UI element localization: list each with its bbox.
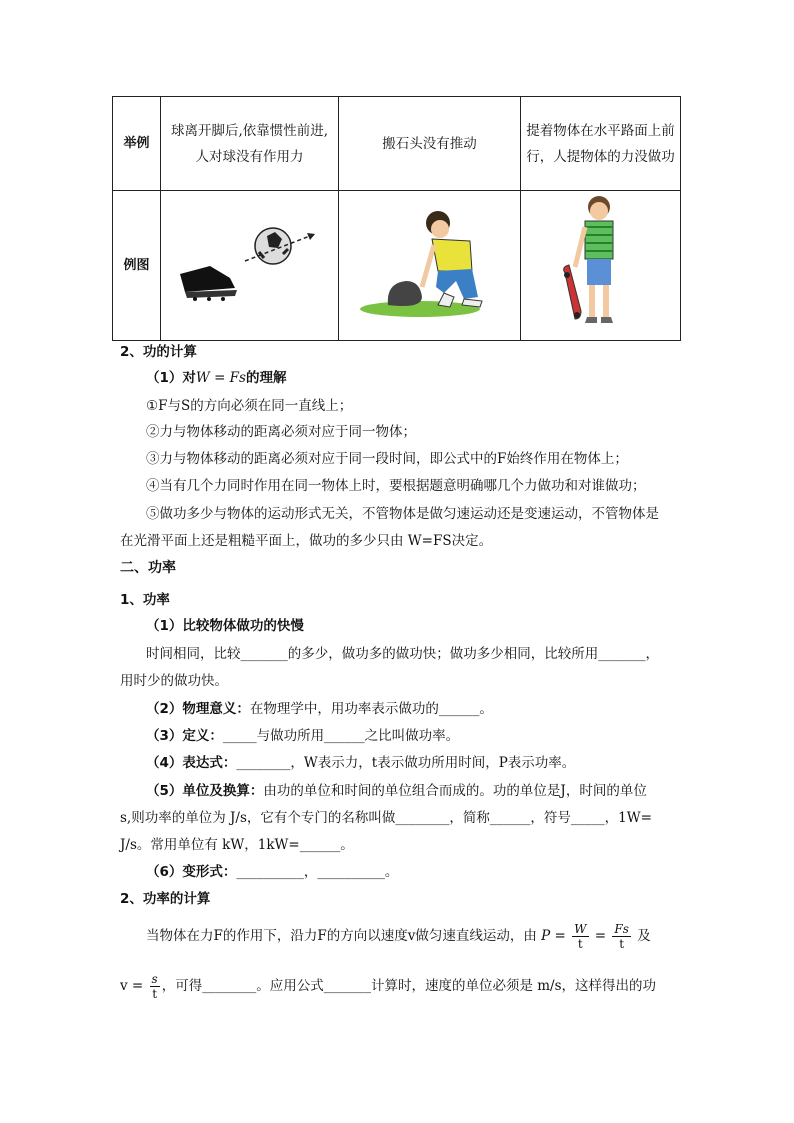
power-calc-line-1 [146, 916, 651, 956]
subheading-compare-speed: （1）比较物体做功的快慢 [146, 618, 304, 634]
row-header-example: 举例 [113, 97, 161, 191]
expression-text: ________，W表示力，t表示做功所用时间，P表示功率。 [236, 755, 576, 771]
definition [146, 724, 459, 744]
frac-denominator: t [577, 937, 583, 951]
power-calc-text: 当物体在力F的作用下，沿力F的方向以速度v做匀速直线运动，由 [146, 928, 537, 944]
physical-meaning-label: （2）物理意义： [146, 701, 250, 717]
subheading-understanding [146, 366, 286, 386]
formula-v: v = [120, 978, 144, 994]
point-1: ①F与S的方向必须在同一直线上； [146, 398, 353, 414]
and-word: 及 [637, 928, 651, 944]
section-heading-work-calc: 2、功的计算 [120, 344, 197, 360]
physical-meaning-text: 在物理学中，用功率表示做功的______。 [249, 701, 493, 717]
expression [146, 751, 575, 771]
point-5: ⑤做功多少与物体的运动形式无关，不管物体是做匀速运动还是变速运动，不管物体是 [146, 506, 659, 522]
frac-denominator: t [152, 987, 158, 1001]
units [146, 779, 647, 799]
frac-denominator: t [619, 937, 625, 951]
fraction-w-over-t [572, 922, 588, 951]
equals-sign: = [594, 928, 607, 944]
point-2: ②力与物体移动的距离必须对应于同一物体； [146, 424, 416, 440]
frac-numerator: s [151, 972, 158, 986]
point-5-continued: 在光滑平面上还是粗糙平面上，做功的多少只由 W=FS决定。 [120, 533, 493, 549]
formula-w-fs: W = Fs [195, 370, 246, 386]
units-line-2: s,则功率的单位为 J/s，它有个专门的名称叫做________，简称______，符号_____，1W= [120, 810, 652, 826]
fraction-s-over-t [150, 972, 160, 1001]
compare-line-1: 时间相同，比较_______的多少，做功多的做功快；做功多少相同，比较所用_______， [146, 646, 659, 662]
kicked-ball-illustration [175, 206, 325, 316]
compare-line-2: 用时少的做功快。 [120, 673, 228, 689]
physical-meaning [146, 697, 493, 717]
figure-cell-stone [339, 191, 521, 341]
power-calc-line-2 [120, 966, 656, 1006]
row-header-figure: 例图 [113, 191, 161, 341]
frac-numerator: W [574, 922, 587, 936]
figure-cell-skateboard [521, 191, 681, 341]
boy-carrying-skateboard-illustration [551, 191, 651, 331]
point-3: ③力与物体移动的距离必须对应于同一段时间，即公式中的F始终作用在物体上； [146, 451, 628, 467]
sub1-prefix: （1）对 [146, 370, 196, 386]
boy-pushing-stone-illustration [360, 201, 500, 321]
examples-table [112, 96, 681, 341]
definition-text: _____与做功所用______之比叫做功率。 [222, 728, 460, 744]
example-cell-2: 搬石头没有推动 [339, 97, 521, 191]
example-cell-1: 球离开脚后,依靠惯性前进,人对球没有作用力 [161, 97, 339, 191]
variant-forms-label: （6）变形式： [146, 864, 237, 880]
power-calc-line-2-text: ，可得________。应用公式_______计算时，速度的单位必须是 m/s，这样得出的功 [161, 978, 657, 994]
frac-numerator: Fs [614, 922, 629, 936]
section-heading-power: 1、功率 [120, 592, 170, 608]
units-line-3: J/s。常用单位有 kW，1kW=______。 [120, 837, 354, 853]
figure-cell-football [161, 191, 339, 341]
sub1-suffix: 的理解 [245, 370, 287, 386]
units-label: （5）单位及换算： [146, 783, 264, 799]
formula-p: P = [541, 928, 566, 944]
definition-label: （3）定义： [146, 728, 223, 744]
example-cell-3: 提着物体在水平路面上前行，人提物体的力没做功 [521, 97, 681, 191]
variant-forms [146, 860, 398, 880]
units-text: 由功的单位和时间的单位组合而成的。功的单位是J，时间的单位 [263, 783, 647, 799]
variant-forms-text: __________，__________。 [236, 864, 399, 880]
part-heading-power: 二、功率 [120, 560, 176, 576]
fraction-fs-over-t [612, 922, 630, 951]
section-heading-power-calc: 2、功率的计算 [120, 891, 211, 907]
point-4: ④当有几个力同时作用在同一物体上时，要根据题意明确哪几个力做功和对谁做功； [146, 478, 646, 494]
expression-label: （4）表达式： [146, 755, 237, 771]
